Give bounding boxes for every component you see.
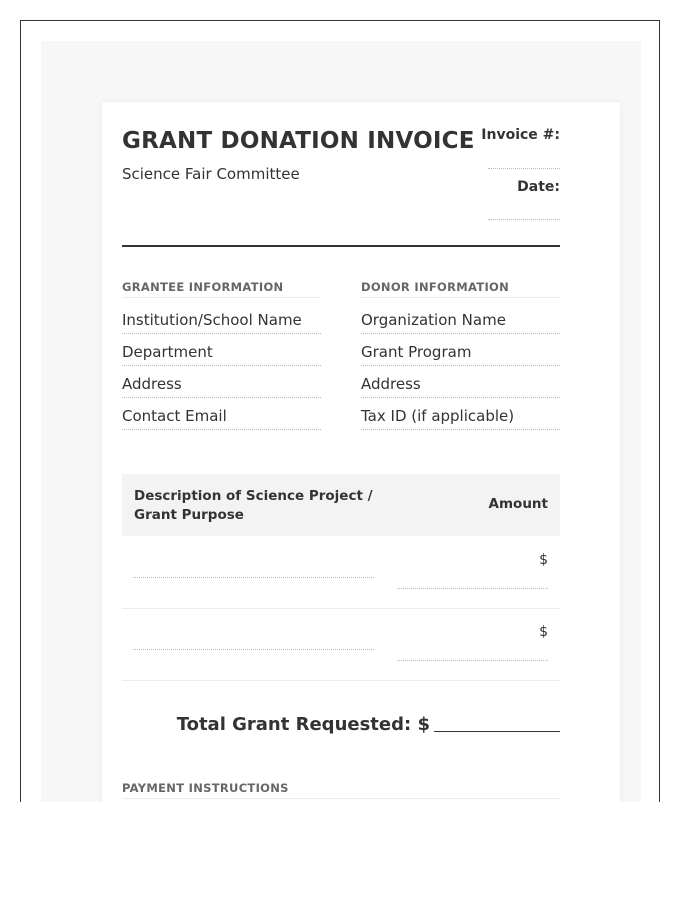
- grantee-email-field[interactable]: Contact Email: [122, 407, 321, 430]
- invoice-content: [82, 82, 600, 802]
- header-divider: [122, 245, 560, 247]
- donor-section: [361, 280, 560, 430]
- table-row: [122, 608, 560, 681]
- grantee-section: [122, 280, 321, 430]
- donor-address-field[interactable]: Address: [361, 375, 560, 398]
- total-amount-field[interactable]: [434, 713, 560, 732]
- currency-symbol: $: [539, 624, 548, 640]
- total-label: Total Grant Requested: $: [176, 714, 430, 735]
- invoice-subtitle: Science Fair Committee: [122, 165, 300, 183]
- amount-field[interactable]: [397, 660, 548, 661]
- grantee-department-field[interactable]: Department: [122, 343, 321, 366]
- donor-heading: DONOR INFORMATION: [361, 280, 560, 298]
- invoice-number-field[interactable]: [488, 168, 560, 169]
- invoice-title: GRANT DONATION INVOICE: [122, 128, 475, 154]
- grantee-heading: GRANTEE INFORMATION: [122, 280, 321, 298]
- invoice-number-label: Invoice #:: [481, 127, 560, 143]
- table-header: [122, 474, 560, 536]
- date-label: Date:: [517, 179, 560, 195]
- description-field[interactable]: [133, 649, 374, 650]
- table-row: [122, 536, 560, 609]
- amount-field[interactable]: [397, 588, 548, 589]
- payment-instructions-heading: PAYMENT INSTRUCTIONS: [122, 781, 560, 799]
- amount-column-header: Amount: [488, 496, 548, 512]
- donor-grant-program-field[interactable]: Grant Program: [361, 343, 560, 366]
- currency-symbol: $: [539, 552, 548, 568]
- date-field[interactable]: [488, 219, 560, 220]
- grantee-institution-field[interactable]: Institution/School Name: [122, 311, 321, 334]
- total-grant-requested: [177, 713, 560, 735]
- donor-tax-id-field[interactable]: Tax ID (if applicable): [361, 407, 560, 430]
- donor-organization-field[interactable]: Organization Name: [361, 311, 560, 334]
- description-field[interactable]: [133, 577, 374, 578]
- grantee-address-field[interactable]: Address: [122, 375, 321, 398]
- description-column-header: Description of Science Project / Grant Purpose: [134, 488, 373, 523]
